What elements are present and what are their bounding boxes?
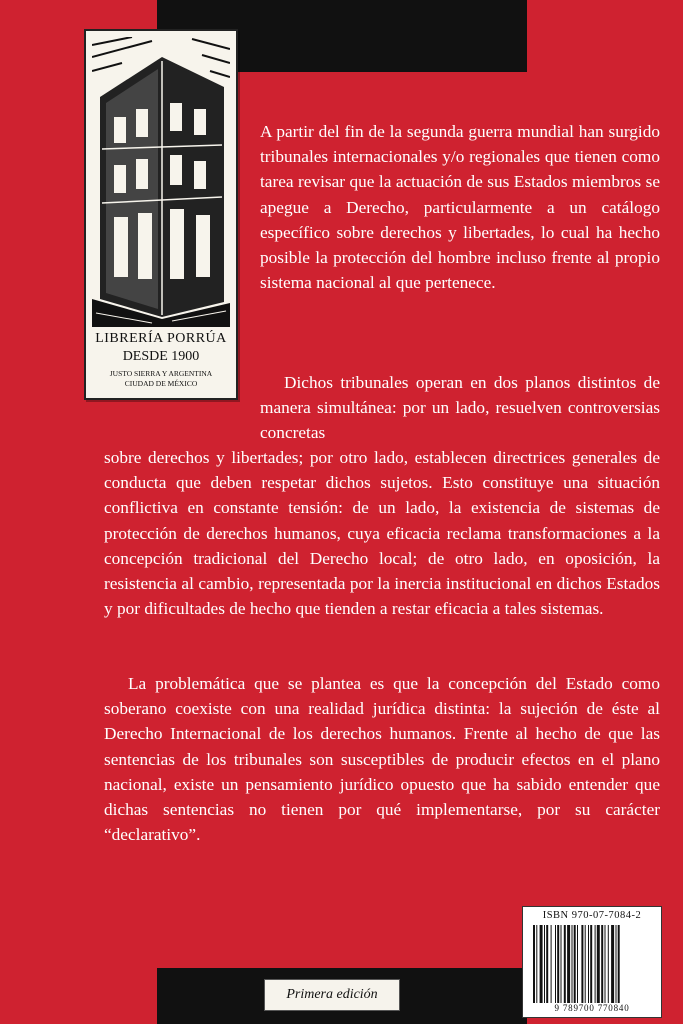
barcode-bar [572,925,573,1003]
isbn-text: ISBN 970-07-7084-2 [542,910,642,921]
paragraph-3: La problemática que se plantea es que la concepción del Estado como soberano coexiste con una realidad jurídica distinta: la sujeción de éste al Derecho Internacional de los derechos humanos. Frente al hecho de que las sentencias de los tribunales son susceptibles de producir efectos en el plano nacional, existe un pensamiento jurídico opuesto que ha sabido entender que dichas sentencias no tienen por qué implementarse, por su carácter “declarativo”. [104,674,660,845]
publisher-address-line2: CIUDAD DE MÉXICO [124,379,198,388]
edition-label: Primera edición [264,979,400,1011]
building-engraving-icon [92,37,230,327]
barcode-bar [574,925,576,1003]
publisher-logo [84,29,238,400]
publisher-address-line1: JUSTO SIERRA Y ARGENTINA [109,369,213,378]
barcode-bar [544,925,545,1003]
paragraph-2-continued: sobre derechos y libertades; por otro lado, establecen directrices generales de conducta que deben respetar dichos sujetos. Esto constituye una situación conflictiva en constante tensión: de un lado, la existencia de sistemas de protección de derechos humanos, cuya eficacia reclama transformaciones a la concepción tradicional del Derecho local; de otro lado, en oposición, la resistencia al cambio, representada por la inercia institucional en dichos Estados y por dificultades de hecho que tienden a restar eficacia a tales sistemas. [104,448,660,619]
barcode-bar [595,925,596,1003]
barcode-label [522,906,662,1018]
barcode-bar [608,925,609,1003]
barcode-bar [557,925,559,1003]
barcode-bar [588,925,589,1003]
barcode-bar [611,925,614,1003]
publisher-since: DESDE 1900 [122,349,200,364]
barcode-number: 9 789700 770840 [554,1003,630,1013]
barcode-bar [561,925,562,1003]
barcode-bar [533,925,535,1003]
barcode-bar [536,925,537,1003]
barcode-bar [605,925,606,1003]
barcode-bar [546,925,548,1003]
publisher-name: LIBRERÍA PORRÚA [95,331,227,346]
barcode-bar [616,925,617,1003]
barcode-bar [551,925,552,1003]
barcode-bar [585,925,586,1003]
barcode-bar [567,925,570,1003]
barcode-bar [581,925,583,1003]
barcode-bar [601,925,603,1003]
paragraph-1: A partir del fin de la segunda guerra mundial han surgido tribunales internacionales y/o regionales que tienen como tarea revisar que la actuación de sus Estados miembros se apegue a Derecho, particularmente a un catálogo específico sobre derechos y libertades, lo cual ha hecho posible la protección del hombre incluso frente al propio sistema nacional al que pertenece. [260,122,660,293]
paragraph-2-start: Dichos tribunales operan en dos planos distintos de manera simultánea: por un lado, resuelven controversias concretas [260,373,660,443]
barcode-bar [540,925,543,1003]
barcode-bar [597,925,600,1003]
barcode-bar [555,925,556,1003]
barcode-bar [564,925,566,1003]
barcode-bar [577,925,578,1003]
barcode-icon [533,925,651,1003]
barcode-bar [590,925,592,1003]
barcode-bar [618,925,620,1003]
